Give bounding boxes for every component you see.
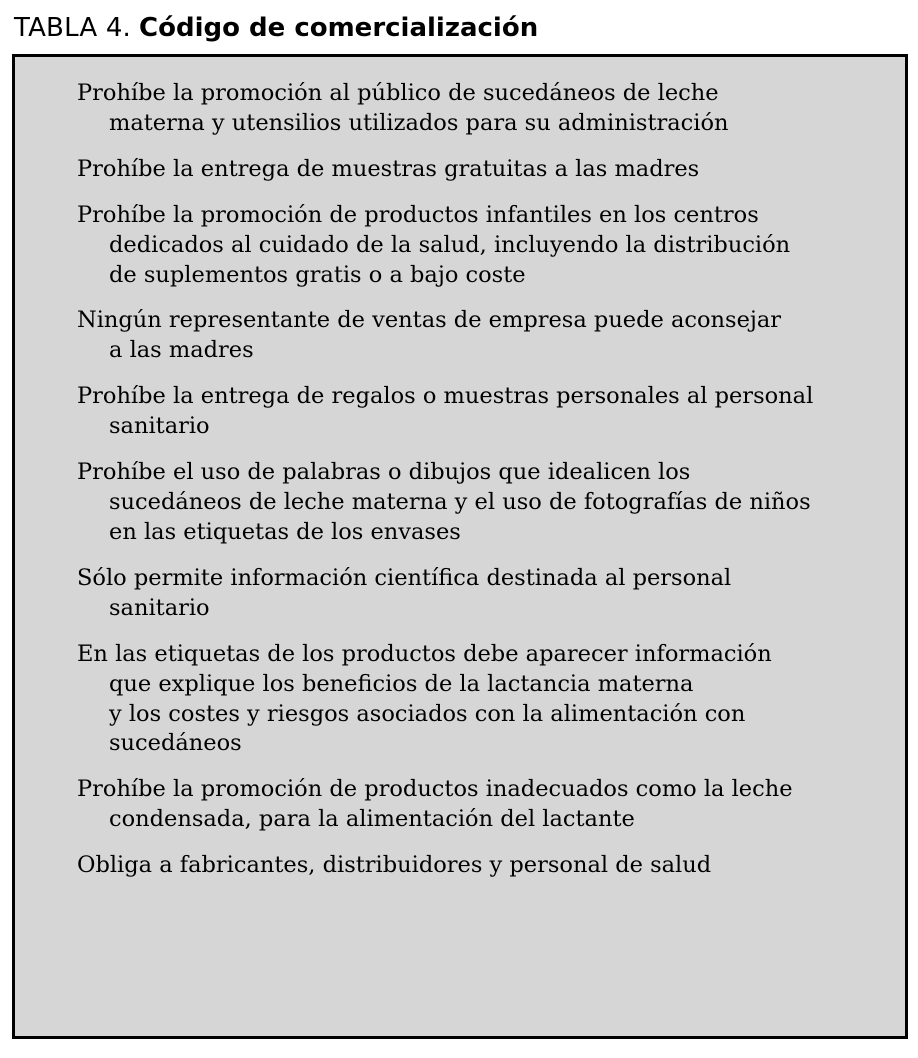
table-row-line: Prohíbe el uso de palabras o dibujos que idealicen los bbox=[77, 459, 691, 486]
table-row bbox=[45, 851, 879, 881]
table-row bbox=[45, 155, 879, 185]
table-row-line: que explique los beneficios de la lactancia materna bbox=[109, 670, 694, 697]
table-row bbox=[45, 458, 879, 548]
table-row-line: sucedáneos bbox=[109, 730, 242, 757]
table-row bbox=[45, 564, 879, 624]
table-row-line: y los costes y riesgos asociados con la alimentación con bbox=[109, 700, 746, 727]
table-row-line: en las etiquetas de los envases bbox=[109, 518, 461, 545]
table-row-line: Sólo permite información científica destinada al personal bbox=[77, 564, 732, 591]
table-caption-label: TABLA 4. bbox=[14, 13, 132, 43]
table-row-line: Obliga a fabricantes, distribuidores y personal de salud bbox=[77, 852, 712, 879]
table-row-line: Ningún representante de ventas de empresa puede aconsejar bbox=[77, 307, 782, 334]
table-row-line: sanitario bbox=[109, 413, 210, 440]
table-row bbox=[45, 79, 879, 139]
table-body bbox=[12, 54, 908, 1039]
table-row-line: materna y utensilios utilizados para su administración bbox=[109, 109, 729, 136]
table-row-line: sucedáneos de leche materna y el uso de fotografías de niños bbox=[109, 489, 811, 516]
table-row-line: dedicados al cuidado de la salud, incluyendo la distribución bbox=[109, 231, 791, 258]
table-row-line: Prohíbe la entrega de regalos o muestras personales al personal bbox=[77, 383, 814, 410]
table-row-line: sanitario bbox=[109, 594, 210, 621]
table-row bbox=[45, 775, 879, 835]
table-row-line: Prohíbe la entrega de muestras gratuitas a las madres bbox=[77, 155, 700, 182]
table-caption-title: Código de comercialización bbox=[139, 13, 539, 43]
table-caption bbox=[0, 0, 918, 54]
table-row-line: de suplementos gratis o a bajo coste bbox=[109, 261, 526, 288]
table-row-line: a las madres bbox=[109, 337, 254, 364]
table-row-line: Prohíbe la promoción de productos infantiles en los centros bbox=[77, 201, 759, 228]
table-row bbox=[45, 640, 879, 760]
table-row bbox=[45, 382, 879, 442]
table-row-line: Prohíbe la promoción de productos inadecuados como la leche bbox=[77, 776, 793, 803]
table-row bbox=[45, 201, 879, 291]
table-row-line: Prohíbe la promoción al público de sucedáneos de leche bbox=[77, 79, 719, 106]
table-row bbox=[45, 306, 879, 366]
table-row-line: En las etiquetas de los productos debe aparecer información bbox=[77, 640, 772, 667]
table-row-line: condensada, para la alimentación del lactante bbox=[109, 806, 635, 833]
